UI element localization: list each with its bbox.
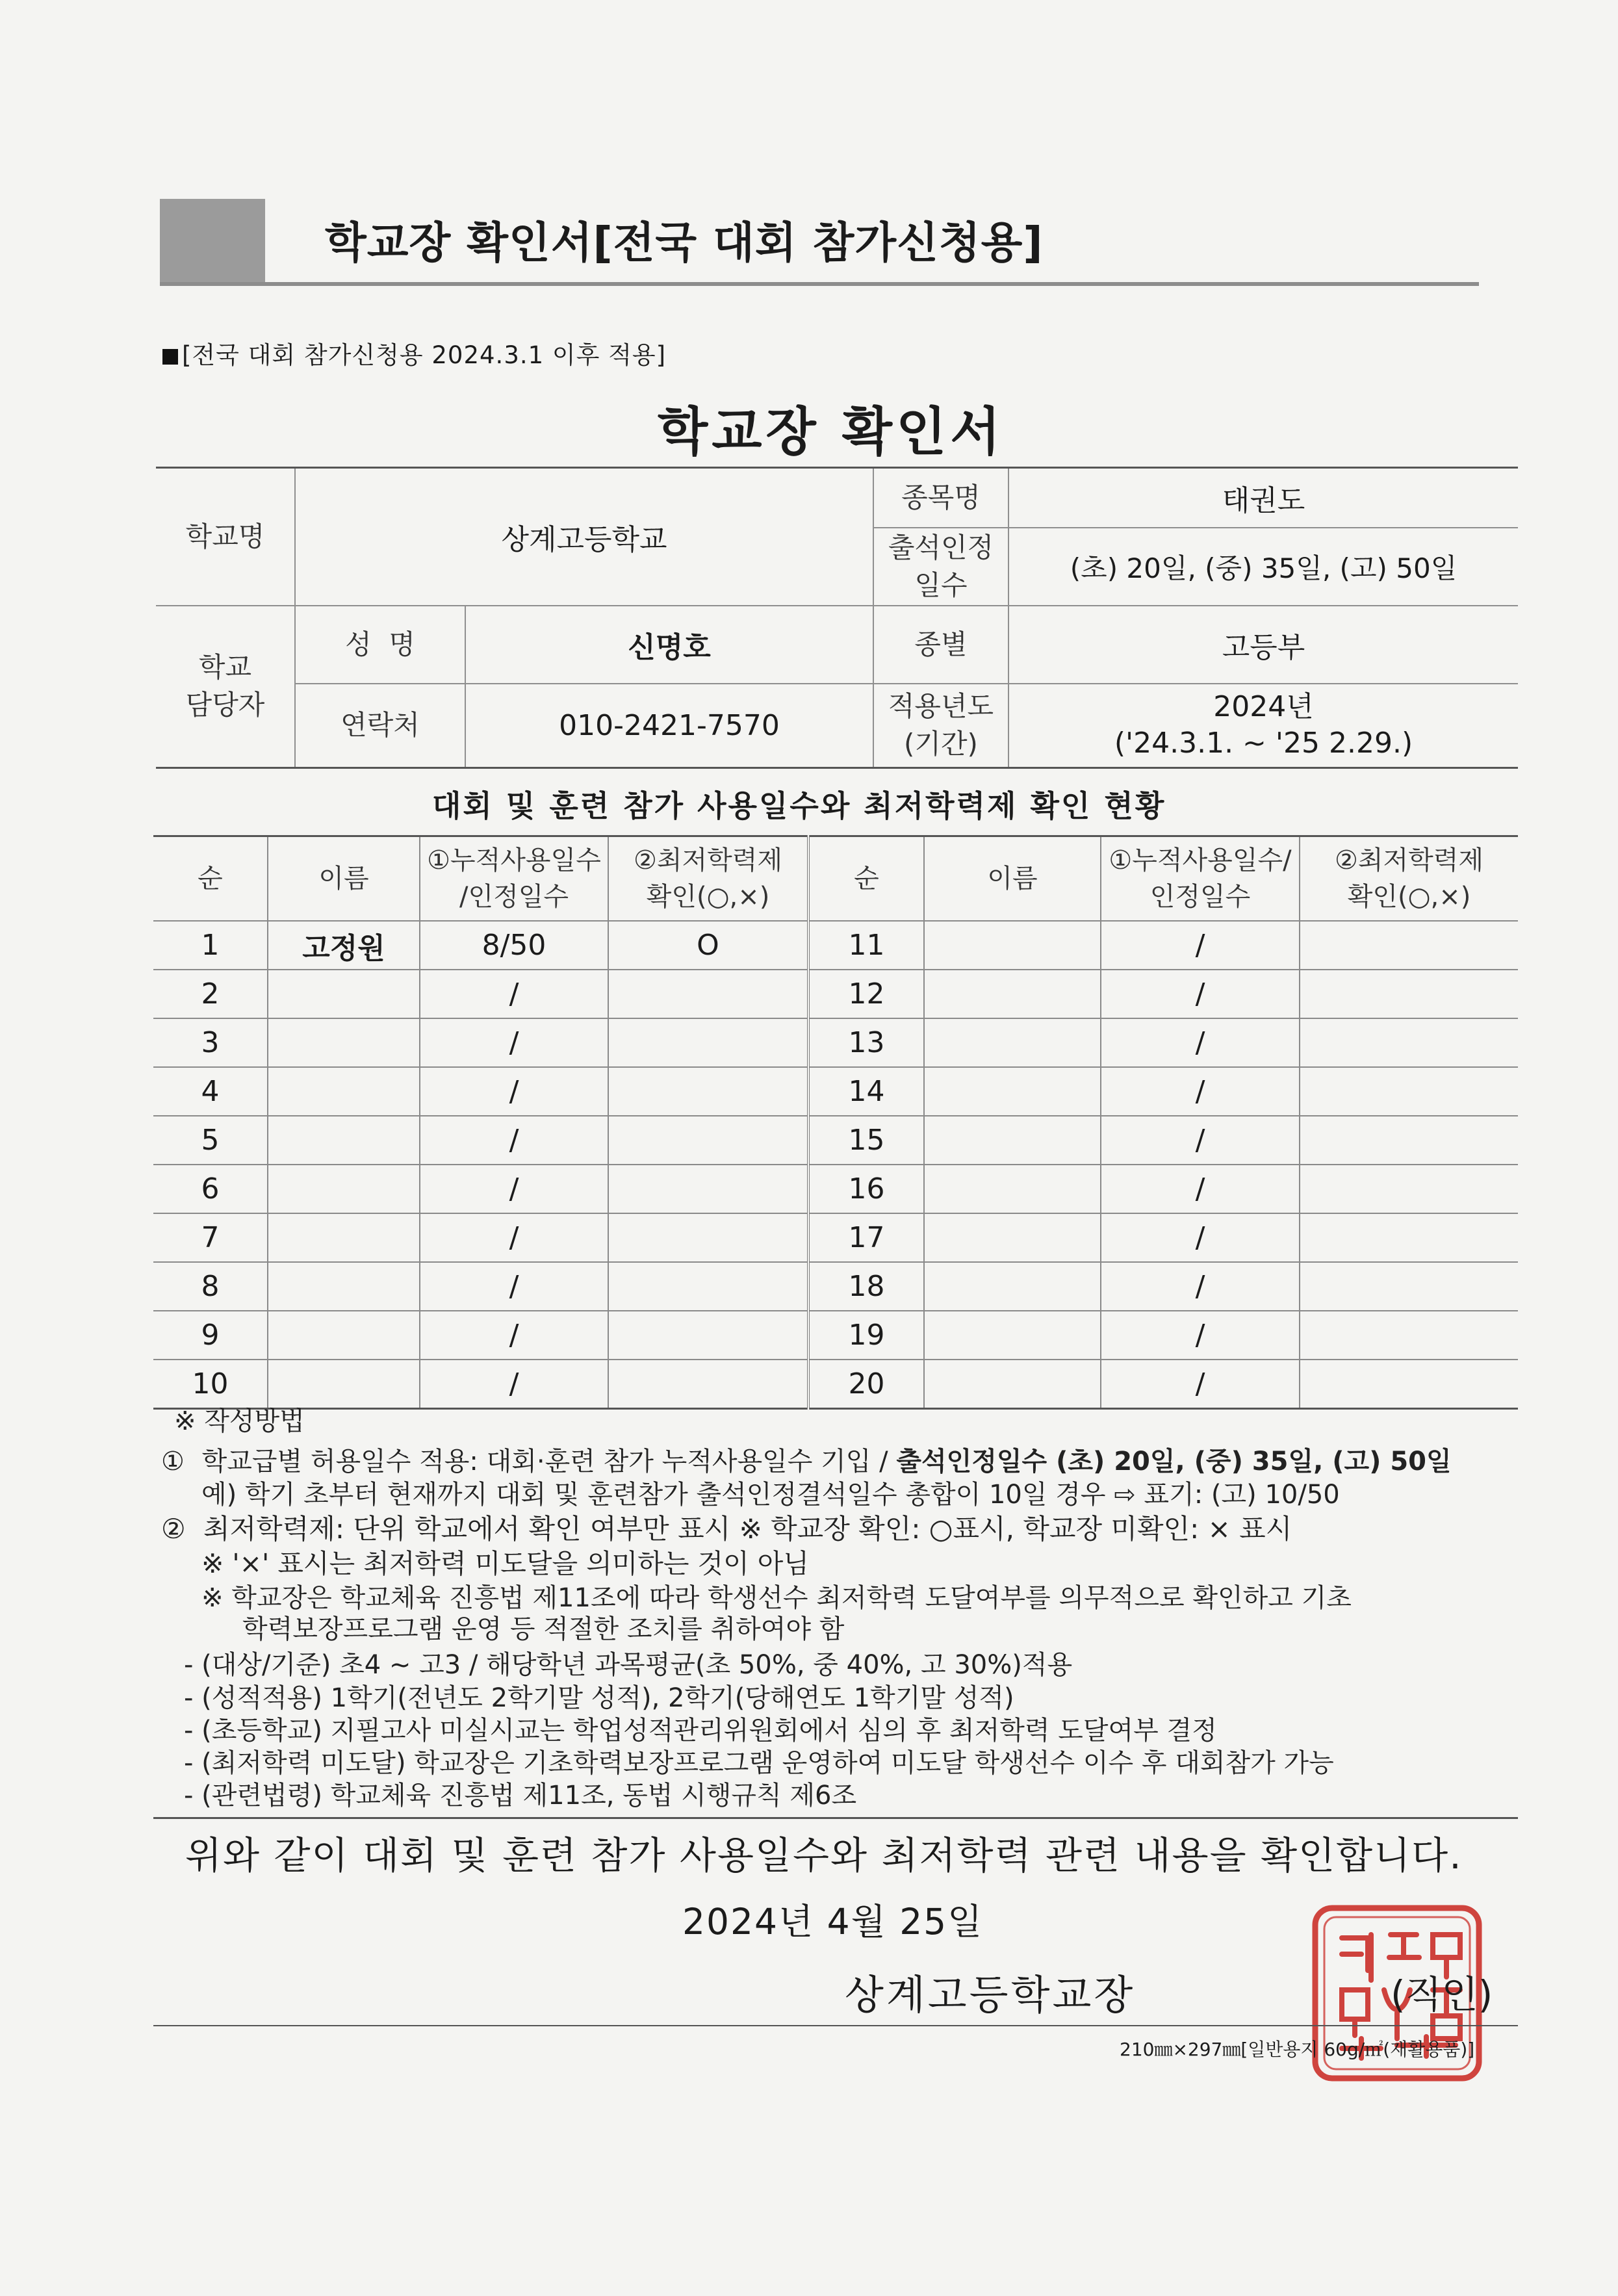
row-check-right	[1300, 1116, 1518, 1165]
row-usage-right: /	[1101, 1311, 1300, 1360]
table-row	[153, 1116, 1518, 1165]
table-row	[153, 1311, 1518, 1360]
contact-value: 010-2421-7570	[465, 684, 873, 768]
confirm-text: 위와 같이 대회 및 훈련 참가 사용일수와 최저학력 관련 내용을 확인합니다.	[185, 1833, 1463, 1877]
row-name-left	[268, 1360, 420, 1409]
row-check-right	[1300, 1213, 1518, 1262]
roster-section-title: 대회 및 훈련 참가 사용일수와 최저학력제 확인 현황	[432, 788, 1166, 823]
manager-label	[156, 606, 295, 768]
row-no-left: 6	[153, 1165, 268, 1213]
table-row	[153, 970, 1518, 1018]
method-item1-bold: 출석인정일수 (초) 20일, (중) 35일, (고) 50일	[896, 1447, 1452, 1477]
header-usage-right-text: ①누적사용일수/ 인정일수	[1109, 845, 1292, 912]
year-period: ('24.3.1. ~ '25 2.29.)	[1114, 727, 1413, 760]
row-name-left	[268, 1262, 420, 1311]
row-name-right	[924, 1213, 1101, 1262]
row-check-right	[1300, 1165, 1518, 1213]
row-usage-left: /	[420, 1213, 608, 1262]
row-usage-right: /	[1101, 1116, 1300, 1165]
attendance-label-text: 출석인정 일수	[888, 531, 994, 601]
table-row	[153, 1360, 1518, 1409]
row-check-left	[608, 1165, 808, 1213]
banner-gray-block	[160, 199, 265, 286]
method-note2a: ※ 학교장은 학교체육 진흥법 제11조에 따라 학생선수 최저학력 도달여부를 의무적으로 확인하고 기초	[201, 1583, 1352, 1613]
row-no-left: 5	[153, 1116, 268, 1165]
row-check-left	[608, 1067, 808, 1116]
header-name-left: 이름	[268, 836, 420, 922]
square-bullet-icon	[162, 349, 178, 365]
row-no-left: 3	[153, 1018, 268, 1067]
paper-note: 210㎜×297㎜[일반용지 60g/㎡(재활용품)]	[1120, 2039, 1475, 2060]
row-name-right	[924, 1360, 1101, 1409]
document-title: 학교장 확인서	[658, 402, 1005, 462]
seal-mark-text: (직인)	[1391, 1972, 1493, 2017]
school-value: 상계고등학교	[295, 468, 873, 606]
method-item1	[161, 1445, 1452, 1478]
row-usage-right: /	[1101, 921, 1300, 970]
method-heading: ※ 작성방법	[174, 1406, 305, 1436]
header-check-right-text: ②최저학력제 확인(○,×)	[1334, 845, 1484, 912]
row-no-left: 7	[153, 1213, 268, 1262]
row-usage-right: /	[1101, 970, 1300, 1018]
row-usage-right: /	[1101, 1165, 1300, 1213]
year-label	[873, 684, 1008, 768]
method-dash3: - (초등학교) 지필고사 미실시교는 학업성적관리위원회에서 심의 후 최저학력 도달여부 결정	[184, 1716, 1217, 1746]
method-item1-num: ①	[161, 1447, 185, 1477]
attendance-label	[873, 528, 1008, 606]
row-no-right: 12	[808, 970, 924, 1018]
row-check-left	[608, 1262, 808, 1311]
row-check-left	[608, 1213, 808, 1262]
header-no-left: 순	[153, 836, 268, 922]
row-name-right	[924, 1165, 1101, 1213]
row-check-right	[1300, 1360, 1518, 1409]
row-check-right	[1300, 1018, 1518, 1067]
division-value: 고등부	[1008, 606, 1518, 684]
row-name-right	[924, 921, 1101, 970]
row-usage-left: /	[420, 1067, 608, 1116]
row-usage-left: /	[420, 1311, 608, 1360]
row-usage-right: /	[1101, 1018, 1300, 1067]
name-label: 성 명	[295, 606, 465, 684]
row-name-left	[268, 970, 420, 1018]
header-name-right: 이름	[924, 836, 1101, 922]
row-usage-left: /	[420, 1165, 608, 1213]
header-check-left	[608, 836, 808, 922]
method-item2-text: 최저학력제: 단위 학교에서 확인 여부만 표시 ※ 학교장 확인: ○표시, 학교장 미확인: × 표시	[203, 1513, 1292, 1545]
row-name-right	[924, 970, 1101, 1018]
row-name-right	[924, 1018, 1101, 1067]
row-name-left	[268, 1213, 420, 1262]
year-label-text: 적용년도 (기간)	[888, 690, 994, 760]
school-label: 학교명	[156, 468, 295, 606]
roster-table	[153, 835, 1518, 1410]
header-no-right: 순	[808, 836, 924, 922]
applied-note	[162, 335, 666, 370]
banner-title: 학교장 확인서[전국 대회 참가신청용]	[325, 218, 1044, 268]
row-usage-left: /	[420, 1116, 608, 1165]
row-check-left	[608, 1360, 808, 1409]
method-item2-num: ②	[161, 1513, 186, 1545]
row-no-left: 10	[153, 1360, 268, 1409]
roster-body	[153, 836, 1518, 1409]
issue-date: 2024년 4월 25일	[682, 1901, 984, 1942]
row-check-right	[1300, 1311, 1518, 1360]
division-label: 종별	[873, 606, 1008, 684]
row-check-left: O	[608, 921, 808, 970]
header-check-left-text: ②최저학력제 확인(○,×)	[633, 845, 783, 912]
year-value-cell	[1008, 684, 1518, 768]
row-no-right: 13	[808, 1018, 924, 1067]
row-check-right	[1300, 921, 1518, 970]
attendance-value: (초) 20일, (중) 35일, (고) 50일	[1008, 528, 1518, 606]
bottom-divider	[153, 2025, 1518, 2026]
row-name-right	[924, 1067, 1101, 1116]
row-name-left: 고정원	[268, 921, 420, 970]
applied-note-text: [전국 대회 참가신청용 2024.3.1 이후 적용]	[182, 341, 667, 369]
header-usage-left-text: ①누적사용일수 /인정일수	[427, 845, 601, 912]
row-check-right	[1300, 1067, 1518, 1116]
row-name-left	[268, 1067, 420, 1116]
row-no-right: 11	[808, 921, 924, 970]
row-no-left: 1	[153, 921, 268, 970]
row-check-left	[608, 1018, 808, 1067]
banner-underline	[160, 282, 1479, 286]
table-row	[153, 1213, 1518, 1262]
principal-name: 상계고등학교장	[845, 1971, 1136, 2019]
row-check-right	[1300, 1262, 1518, 1311]
confirm-divider	[153, 1817, 1518, 1819]
row-usage-left: 8/50	[420, 921, 608, 970]
row-check-left	[608, 970, 808, 1018]
row-no-right: 19	[808, 1311, 924, 1360]
row-no-right: 15	[808, 1116, 924, 1165]
table-row	[153, 1018, 1518, 1067]
row-usage-right: /	[1101, 1360, 1300, 1409]
row-usage-left: /	[420, 970, 608, 1018]
row-usage-left: /	[420, 1360, 608, 1409]
row-no-left: 2	[153, 970, 268, 1018]
row-usage-right: /	[1101, 1067, 1300, 1116]
name-value: 신명호	[465, 606, 873, 684]
row-no-left: 4	[153, 1067, 268, 1116]
method-item2	[161, 1513, 1292, 1545]
row-no-left: 8	[153, 1262, 268, 1311]
header-usage-left	[420, 836, 608, 922]
row-no-left: 9	[153, 1311, 268, 1360]
row-name-left	[268, 1165, 420, 1213]
row-no-right: 14	[808, 1067, 924, 1116]
row-name-right	[924, 1311, 1101, 1360]
table-row	[153, 921, 1518, 970]
method-note2b: 학력보장프로그램 운영 등 적절한 조치를 취하여야 함	[242, 1614, 845, 1644]
row-usage-left: /	[420, 1262, 608, 1311]
year-value: 2024년	[1213, 690, 1314, 724]
method-item1-example: 예) 학기 초부터 현재까지 대회 및 훈련참가 출석인정결석일수 총합이 10일 경우 ⇨ 표기: (고) 10/50	[201, 1480, 1340, 1510]
method-note1: ※ '×' 표시는 최저학력 미도달을 의미하는 것이 아님	[201, 1548, 809, 1579]
method-dash5: - (관련법령) 학교체육 진흥법 제11조, 동법 시행규칙 제6조	[184, 1781, 857, 1811]
method-dash1: - (대상/기준) 초4 ~ 고3 / 해당학년 과목평균(초 50%, 중 40%, 고 30%)적용	[184, 1650, 1073, 1680]
sport-value: 태권도	[1008, 468, 1518, 528]
row-no-right: 16	[808, 1165, 924, 1213]
row-name-left	[268, 1116, 420, 1165]
contact-label: 연락처	[295, 684, 465, 768]
header-check-right	[1300, 836, 1518, 922]
row-check-right	[1300, 970, 1518, 1018]
row-check-left	[608, 1311, 808, 1360]
row-no-right: 20	[808, 1360, 924, 1409]
row-usage-right: /	[1101, 1213, 1300, 1262]
header-usage-right	[1101, 836, 1300, 922]
method-item1-text: 학교급별 허용일수 적용: 대회·훈련 참가 누적사용일수 기입 /	[201, 1447, 897, 1477]
table-row	[153, 1067, 1518, 1116]
row-no-right: 18	[808, 1262, 924, 1311]
row-name-left	[268, 1018, 420, 1067]
row-check-left	[608, 1116, 808, 1165]
sport-label: 종목명	[873, 468, 1008, 528]
table-row	[153, 1165, 1518, 1213]
info-table	[156, 467, 1518, 769]
row-no-right: 17	[808, 1213, 924, 1262]
table-row	[153, 1262, 1518, 1311]
row-name-right	[924, 1116, 1101, 1165]
method-dash2: - (성적적용) 1학기(전년도 2학기말 성적), 2학기(당해연도 1학기말 성적)	[184, 1683, 1014, 1713]
row-usage-left: /	[420, 1018, 608, 1067]
manager-label-text: 학교 담당자	[185, 651, 265, 721]
row-name-right	[924, 1262, 1101, 1311]
method-dash4: - (최저학력 미도달) 학교장은 기초학력보장프로그램 운영하여 미도달 학생선수 이수 후 대회참가 가능	[184, 1748, 1334, 1778]
roster-header-row	[153, 836, 1518, 922]
row-name-left	[268, 1311, 420, 1360]
row-usage-right: /	[1101, 1262, 1300, 1311]
